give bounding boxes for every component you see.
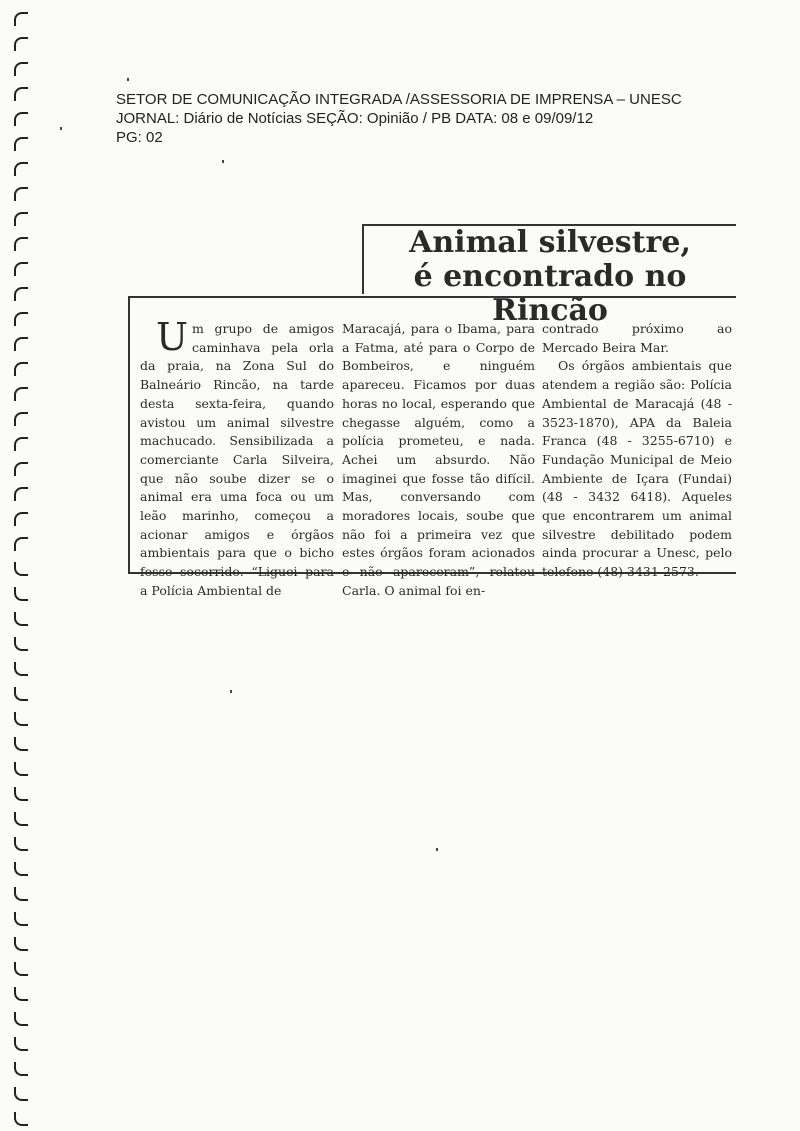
- binding-hook: [14, 1037, 28, 1051]
- binding-hook: [14, 487, 28, 501]
- binding-hook: [14, 512, 28, 526]
- binding-hook: [14, 437, 28, 451]
- binding-hook: [14, 237, 28, 251]
- binding-hook: [14, 637, 28, 651]
- binding-hook: [14, 37, 28, 51]
- binding-hook: [14, 1062, 28, 1076]
- binding-hook: [14, 87, 28, 101]
- headline-line-2: é encontrado no Rincão: [413, 259, 687, 328]
- document-header: [116, 90, 682, 147]
- article-column-1: [140, 315, 334, 601]
- binding-hook: [14, 162, 28, 176]
- binding-hook: [14, 312, 28, 326]
- binding-hook: [14, 837, 28, 851]
- article-column-2: [342, 320, 535, 601]
- binding-hook: [14, 562, 28, 576]
- binding-hook: [14, 1012, 28, 1026]
- column-2-text: Maracajá, para o Ibama, para a Fatma, até para o Corpo de Bombeiros, e ninguém apareceu. Ficamos por duas horas no local, esperando que chegasse alguém, como a polícia prometeu, e nada. Achei um absurdo. Não imaginei que fosse tão difícil. Mas, conversando com moradores locais, soube que não foi a primeira vez que estes órgãos foram acionados e não apareceram”, relatou Carla. O animal foi en-: [342, 321, 535, 598]
- binding-hook: [14, 812, 28, 826]
- binding-hook: [14, 787, 28, 801]
- headline-line-1: Animal silvestre,: [409, 225, 691, 260]
- binding-hook: [14, 362, 28, 376]
- binding-hook: [14, 12, 28, 26]
- binding-hook: [14, 687, 28, 701]
- column-3-paragraph-2: Os órgãos ambientais que atendem a região são: Polícia Ambiental de Maracajá (48 - 3523-1870), APA da Baleia Franca (48 - 3255-6710) e Fundação Municipal de Meio Ambiente de Içara (Fundai) (48 - 3432 6418). Aqueles que encontrarem um animal silvestre debilitado podem ainda procurar a Unesc, pelo telefone (48) 3431-2573.: [542, 358, 732, 580]
- binding-hook: [14, 987, 28, 1001]
- binding-hook: [14, 662, 28, 676]
- binding-hook: [14, 912, 28, 926]
- binding-hook: [14, 737, 28, 751]
- column-1-text: m grupo de amigos caminhava pela orla da praia, na Zona Sul do Balneário Rincão, na tarde desta sexta-feira, quando avistou um animal silvestre machucado. Sensibilizada a comerciante Carla Silveira, que não soube dizer se o animal era uma foca ou um leão marinho, começou a acionar amigos e órgãos ambientais para que o bicho fosse socorrido. “Liguei para a Polícia Ambiental de: [140, 321, 334, 598]
- article-body: [128, 296, 736, 598]
- binding-hook: [14, 387, 28, 401]
- binding-hook: [14, 62, 28, 76]
- article-column-3: [542, 320, 732, 582]
- header-page: PG: 02: [116, 129, 163, 146]
- binding-hook: [14, 287, 28, 301]
- binding-hook: [14, 537, 28, 551]
- binding-hook: [14, 262, 28, 276]
- binding-hook: [14, 612, 28, 626]
- column-3-paragraph-1: contrado próximo ao Mercado Beira Mar.: [542, 321, 732, 355]
- binding-hook: [14, 412, 28, 426]
- binding-hook: [14, 762, 28, 776]
- header-newspaper-info: JORNAL: Diário de Notícias SEÇÃO: Opinião / PB DATA: 08 e 09/09/12: [116, 110, 594, 127]
- binding-hook: [14, 137, 28, 151]
- header-department: SETOR DE COMUNICAÇÃO INTEGRADA /ASSESSORIA DE IMPRENSA – UNESC: [116, 91, 682, 108]
- binding-hook: [14, 337, 28, 351]
- binding-hook: [14, 462, 28, 476]
- binding-hook: [14, 1087, 28, 1101]
- spiral-binding: [0, 0, 40, 1131]
- binding-hook: [14, 112, 28, 126]
- binding-hook: [14, 712, 28, 726]
- binding-hook: [14, 187, 28, 201]
- article-headline: [362, 224, 736, 328]
- binding-hook: [14, 587, 28, 601]
- drop-cap: U: [156, 315, 189, 359]
- binding-hook: [14, 887, 28, 901]
- binding-hook: [14, 1112, 28, 1126]
- binding-hook: [14, 937, 28, 951]
- binding-hook: [14, 212, 28, 226]
- binding-hook: [14, 862, 28, 876]
- binding-hook: [14, 962, 28, 976]
